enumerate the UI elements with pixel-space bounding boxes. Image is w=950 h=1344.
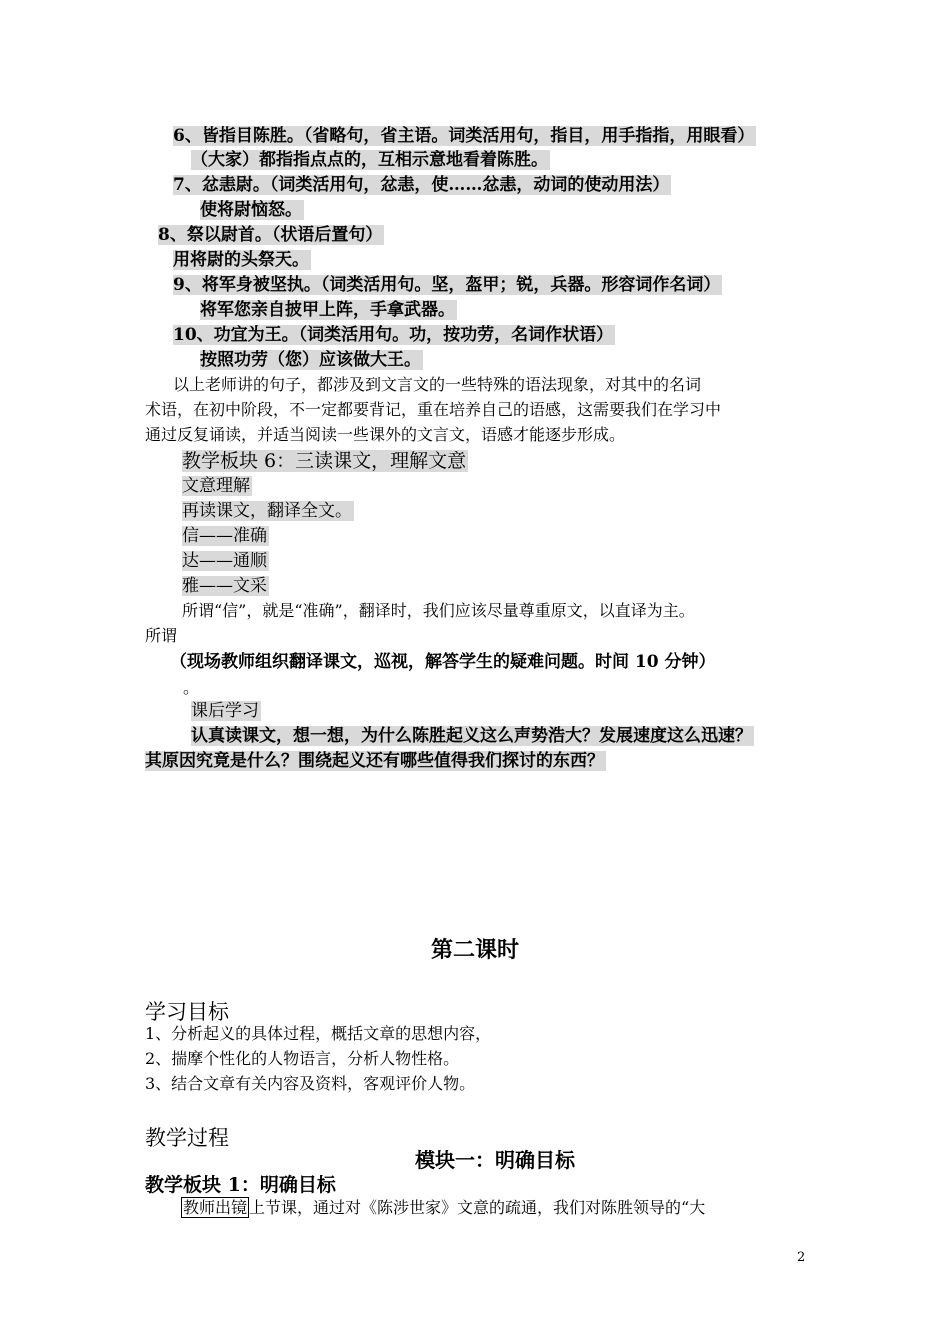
- note-6: 6、皆指目陈胜。（省略句，省主语。词类活用句，指目，用手指指，用眼看）: [173, 126, 755, 146]
- paragraph-line: 术语，在初中阶段，不一定都要背记，重在培养自己的语感，这需要我们在学习中: [145, 400, 722, 419]
- block-6-heading: 教学板块 6：三读课文，理解文意: [182, 450, 467, 472]
- paragraph-line: 所谓“信”，就是“准确”，翻译时，我们应该尽量尊重原文，以直译为主。: [182, 601, 695, 620]
- note-7: 7、忿恚尉。（词类活用句，忿恚，使……忿恚，动词的使动用法）: [173, 175, 670, 195]
- note-8: 8、祭以尉首。（状语后置句）: [158, 225, 383, 245]
- note-10-translation: 按照功劳（您）应该做大王。: [200, 350, 421, 370]
- lesson-title: 第二课时: [430, 937, 519, 963]
- principle-xin: 信——准确: [182, 526, 267, 546]
- teacher-activity: （现场教师组织翻译课文，巡视，解答学生的疑难问题。时间 10 分钟）: [170, 652, 716, 672]
- block-1-heading: 教学板块 1：明确目标: [145, 1174, 336, 1196]
- note-9-translation: 将军您亲自披甲上阵，手拿武器。: [200, 300, 455, 320]
- principle-ya: 雅——文采: [182, 576, 267, 596]
- goal-item: 1、分析起义的具体过程，概括文章的思想内容，: [145, 1024, 492, 1043]
- boxed-label: 教师出镜: [183, 1198, 248, 1217]
- note-10: 10、功宜为王。（词类活用句。功，按功劳，名词作状语）: [173, 325, 614, 345]
- goal-item: 2、揣摩个性化的人物语言，分析人物性格。: [145, 1049, 460, 1068]
- intro-text: 上节课，通过对《陈涉世家》文意的疏通，我们对陈胜领导的“大: [249, 1198, 706, 1217]
- module-1-heading: 模块一：明确目标: [415, 1148, 575, 1172]
- paragraph-line: 所谓: [145, 626, 178, 645]
- homework-question: 认真读课文，想一想，为什么陈胜起义这么声势浩大？发展速度这么迅速？: [191, 726, 752, 746]
- instruction-translate: 再读课文，翻译全文。: [182, 501, 352, 521]
- process-heading: 教学过程: [145, 1126, 229, 1150]
- note-9: 9、将军身被坚执。（词类活用句。坚，盔甲；锐，兵器。形容词作名词）: [173, 275, 721, 295]
- principle-da: 达——通顺: [182, 551, 267, 571]
- paragraph-line: 以上老师讲的句子，都涉及到文言文的一些特殊的语法现象，对其中的名词: [173, 375, 702, 394]
- paragraph-line: 通过反复诵读，并适当阅读一些课外的文言文，语感才能逐步形成。: [145, 425, 626, 444]
- page-number: 2: [797, 1250, 806, 1265]
- subheading-wenyi: 文意理解: [182, 476, 250, 496]
- homework-heading: 课后学习: [191, 701, 259, 721]
- goal-item: 3、结合文章有关内容及资料，客观评价人物。: [145, 1074, 476, 1093]
- note-7-translation: 使将尉恼怒。: [200, 200, 302, 220]
- note-6-translation: （大家）都指指点点的，互相示意地看着陈胜。: [191, 150, 548, 170]
- note-8-translation: 用将尉的头祭天。: [173, 250, 309, 270]
- period-mark: 。: [183, 678, 200, 697]
- goals-heading: 学习目标: [145, 1000, 229, 1024]
- homework-question: 其原因究竟是什么？围绕起义还有哪些值得我们探讨的东西？: [145, 751, 604, 771]
